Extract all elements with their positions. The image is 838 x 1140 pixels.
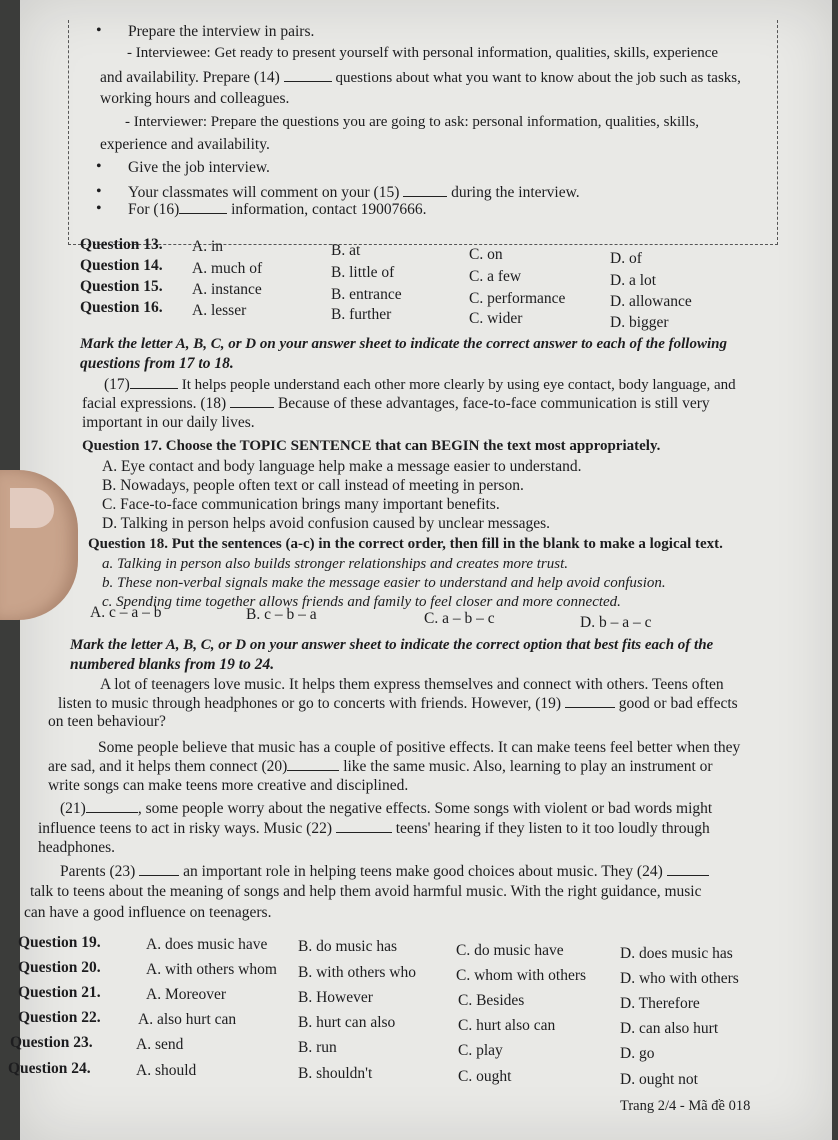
passage5-line1: Parents (23) an important role in helping teens make good choices about music. They (24) <box>60 862 709 881</box>
q15-opt-d[interactable]: D. allowance <box>610 293 692 310</box>
bullet-contact: • For (16) information, contact 19007666. <box>128 200 427 219</box>
q18-opt-d[interactable]: D. b – a – c <box>580 614 652 631</box>
q16-label: Question 16. <box>80 299 163 316</box>
q24-opt-a[interactable]: A. should <box>136 1062 197 1079</box>
q14-opt-d[interactable]: D. a lot <box>610 272 657 289</box>
passage1-line1: (17) It helps people understand each other more clearly by using eye contact, body language, and <box>104 376 736 393</box>
q15-label: Question 15. <box>80 278 163 295</box>
q23-opt-c[interactable]: C. play <box>458 1042 503 1059</box>
passage2-line1: A lot of teenagers love music. It helps them express themselves and connect with others. Teens often <box>100 676 724 693</box>
q21-label: Question 21. <box>18 984 101 1001</box>
q13-label: Question 13. <box>80 236 163 253</box>
q21-opt-a[interactable]: A. Moreover <box>146 986 227 1003</box>
q20-opt-b[interactable]: B. with others who <box>298 964 416 981</box>
blank-19 <box>565 695 615 708</box>
q13-opt-a[interactable]: A. in <box>192 238 223 255</box>
instruction-17-18-line1: Mark the letter A, B, C, or D on your answer sheet to indicate the correct answer to each of the following <box>80 336 727 352</box>
interviewer-line1: - Interviewer: Prepare the questions you are going to ask: personal information, qualities, skills, <box>125 114 700 130</box>
blank-24 <box>667 863 709 876</box>
q18-opt-c[interactable]: C. a – b – c <box>424 610 495 627</box>
q14-opt-b[interactable]: B. little of <box>331 264 395 281</box>
passage3-line3: write songs can make teens more creative and disciplined. <box>48 777 409 794</box>
q18-stem: Question 18. Put the sentences (a-c) in the correct order, then fill in the blank to make a logical text. <box>88 536 723 552</box>
q21-opt-b[interactable]: B. However <box>298 989 373 1006</box>
q15-opt-a[interactable]: A. instance <box>192 281 262 298</box>
q21-opt-d[interactable]: D. Therefore <box>620 995 700 1012</box>
thumbnail <box>10 488 54 528</box>
q18-opt-b[interactable]: B. c – b – a <box>246 606 317 623</box>
interviewee-line3: working hours and colleagues. <box>100 90 290 107</box>
blank-16 <box>179 201 227 214</box>
q18-sentence-b: b. These non-verbal signals make the message easier to understand and help avoid confusion. <box>102 575 666 591</box>
q17-opt-a[interactable]: A. Eye contact and body language help make a message easier to understand. <box>102 458 582 475</box>
q17-opt-d[interactable]: D. Talking in person helps avoid confusion caused by unclear messages. <box>102 515 551 532</box>
q22-opt-b[interactable]: B. hurt can also <box>298 1014 396 1031</box>
blank-17 <box>130 376 178 389</box>
q16-opt-a[interactable]: A. lesser <box>192 302 247 319</box>
q13-opt-c[interactable]: C. on <box>469 246 503 263</box>
passage1-line2: facial expressions. (18) Because of these advantages, face-to-face communication is still very <box>82 395 710 412</box>
q20-opt-c[interactable]: C. whom with others <box>456 967 587 984</box>
bullet-give-interview: • Give the job interview. <box>128 158 270 177</box>
q19-opt-c[interactable]: C. do music have <box>456 942 564 959</box>
q19-opt-a[interactable]: A. does music have <box>146 936 268 953</box>
q24-opt-b[interactable]: B. shouldn't <box>298 1065 373 1082</box>
q18-opt-a[interactable]: A. c – a – b <box>90 604 162 621</box>
passage2-line2: listen to music through headphones or go to concerts with friends. However, (19) good or bad effects <box>58 695 738 712</box>
q20-opt-a[interactable]: A. with others whom <box>146 961 277 978</box>
passage5-line2: talk to teens about the meaning of songs and help them avoid harmful music. With the right guidance, music <box>30 883 702 900</box>
bullet-prepare: • Prepare the interview in pairs. <box>128 22 314 41</box>
passage2-line3: on teen behaviour? <box>48 713 166 730</box>
passage4-line2: influence teens to act in risky ways. Music (22) teens' hearing if they listen to it too loudly through <box>38 820 710 837</box>
q16-opt-c[interactable]: C. wider <box>469 310 523 327</box>
blank-22 <box>336 820 392 833</box>
blank-23 <box>139 863 179 876</box>
q15-opt-b[interactable]: B. entrance <box>331 286 402 303</box>
passage3-line2: are sad, and it helps them connect (20) like the same music. Also, learning to play an instrument or <box>48 758 713 775</box>
interviewee-line2a: and availability. Prepare (14) questions about what you want to know about the job such as tasks, <box>100 69 741 86</box>
q14-label: Question 14. <box>80 257 163 274</box>
q14-opt-c[interactable]: C. a few <box>469 268 522 285</box>
q22-opt-c[interactable]: C. hurt also can <box>458 1017 556 1034</box>
passage4-line3: headphones. <box>38 839 116 856</box>
q21-opt-c[interactable]: C. Besides <box>458 992 525 1009</box>
q18-sentence-c: c. Spending time together allows friends and family to feel closer and more connected. <box>102 594 621 610</box>
q23-opt-b[interactable]: B. run <box>298 1039 337 1056</box>
q16-opt-b[interactable]: B. further <box>331 306 392 323</box>
q17-stem: Question 17. Choose the TOPIC SENTENCE that can BEGIN the text most appropriately. <box>82 438 661 454</box>
interviewee-line1: - Interviewee: Get ready to present yourself with personal information, qualities, skills, experience <box>127 45 719 61</box>
passage5-line3: can have a good influence on teenagers. <box>24 904 272 921</box>
q17-opt-c[interactable]: C. Face-to-face communication brings many important benefits. <box>102 496 500 513</box>
blank-20 <box>287 758 339 771</box>
q23-label: Question 23. <box>10 1034 93 1051</box>
q20-opt-d[interactable]: D. who with others <box>620 970 739 987</box>
q13-opt-d[interactable]: D. of <box>610 250 642 267</box>
q24-opt-d[interactable]: D. ought not <box>620 1071 698 1088</box>
interviewer-line2: experience and availability. <box>100 136 270 153</box>
q24-label: Question 24. <box>8 1060 91 1077</box>
blank-21 <box>86 800 138 813</box>
blank-15 <box>403 184 447 197</box>
q23-opt-a[interactable]: A. send <box>136 1036 184 1053</box>
q19-opt-b[interactable]: B. do music has <box>298 938 398 955</box>
q22-opt-a[interactable]: A. also hurt can <box>138 1011 237 1028</box>
q22-opt-d[interactable]: D. can also hurt <box>620 1020 719 1037</box>
q19-opt-d[interactable]: D. does music has <box>620 945 733 962</box>
q20-label: Question 20. <box>18 959 101 976</box>
blank-14 <box>284 69 332 82</box>
q13-opt-b[interactable]: B. at <box>331 242 361 259</box>
instruction-19-24-line1: Mark the letter A, B, C, or D on your answer sheet to indicate the correct option that best fits each of the <box>70 637 714 653</box>
passage4-line1: (21) , some people worry about the negative effects. Some songs with violent or bad words might <box>60 800 713 817</box>
instruction-19-24-line2: numbered blanks from 19 to 24. <box>70 656 275 673</box>
q22-label: Question 22. <box>18 1009 101 1026</box>
passage3-line1: Some people believe that music has a couple of positive effects. It can make teens feel better when they <box>98 739 741 756</box>
q17-opt-b[interactable]: B. Nowadays, people often text or call instead of meeting in person. <box>102 477 524 494</box>
q18-sentence-a: a. Talking in person also builds stronger relationships and creates more trust. <box>102 556 568 572</box>
q23-opt-d[interactable]: D. go <box>620 1045 655 1062</box>
q16-opt-d[interactable]: D. bigger <box>610 314 669 331</box>
q14-opt-a[interactable]: A. much of <box>192 260 263 277</box>
instruction-17-18-line2: questions from 17 to 18. <box>80 355 234 372</box>
passage1-line3: important in our daily lives. <box>82 414 255 431</box>
bullet-comment: • Your classmates will comment on your (15) during the interview. <box>128 183 580 202</box>
q24-opt-c[interactable]: C. ought <box>458 1068 512 1085</box>
q19-label: Question 19. <box>18 934 101 951</box>
page-footer: Trang 2/4 - Mã đề 018 <box>620 1098 751 1114</box>
q15-opt-c[interactable]: C. performance <box>469 290 566 307</box>
blank-18 <box>230 395 274 408</box>
